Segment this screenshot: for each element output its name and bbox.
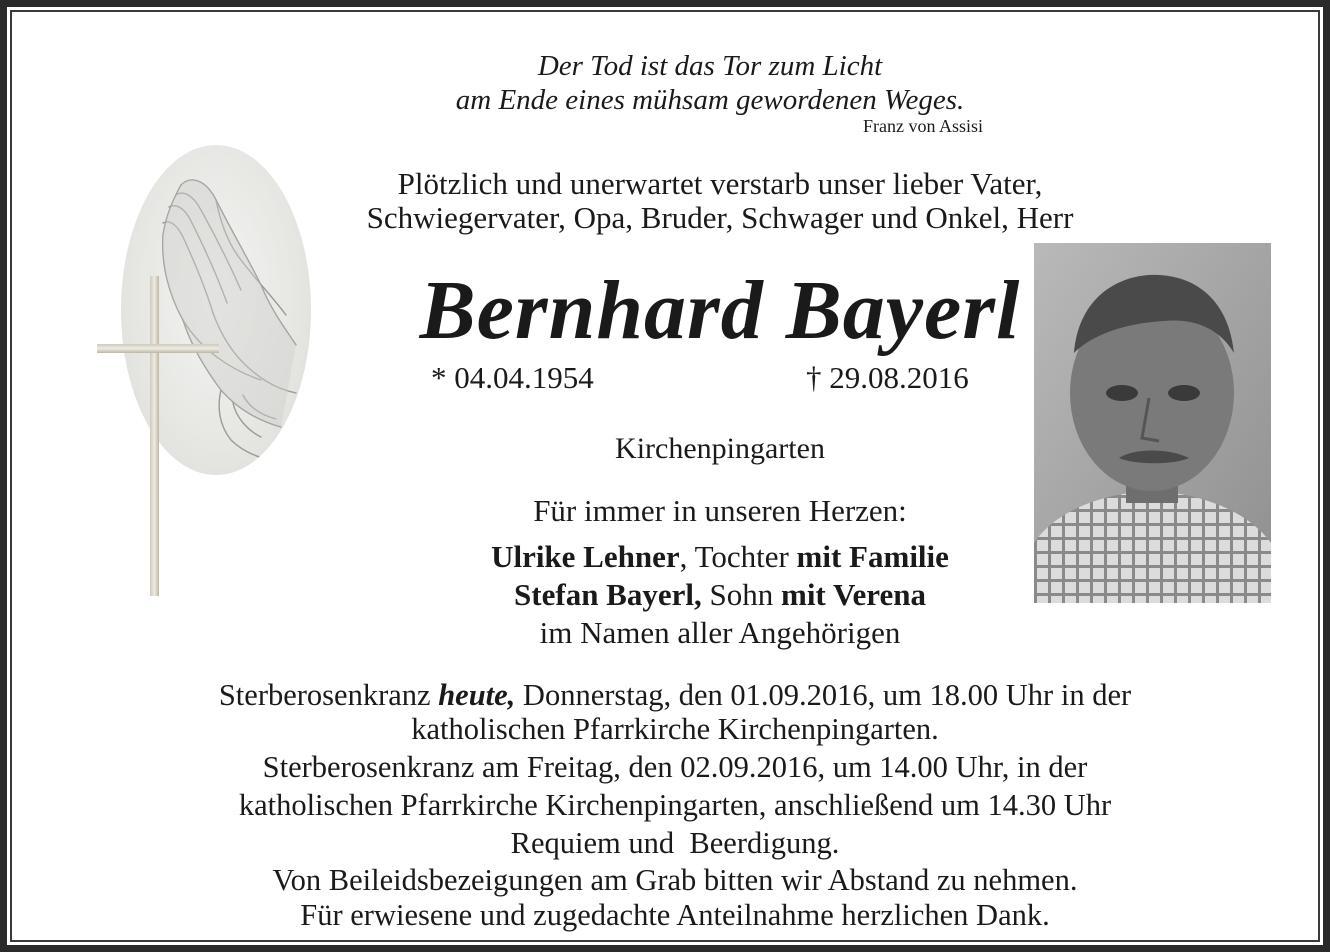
mourner-line-2 [400,577,1040,613]
notice-line-5: Requiem und Beerdigung. [510,826,840,860]
mourner-line-3: im Namen aller Angehörigen [539,615,901,650]
notice-line-1-start: Sterberosenkranz [218,678,439,712]
notice-line-3: Sterberosenkranz am Freitag, den 02.09.2016, um 14.00 Uhr, in der [262,750,1088,784]
mourner-2-name: Stefan Bayerl, [514,577,702,612]
place-name: Kirchenpingarten [615,432,825,465]
mourner-line-1 [400,539,1040,575]
mourners-heading: Für immer in unseren Herzen: [533,493,907,528]
notice-line-4: katholischen Pfarrkirche Kirchenpingarten, anschließend um 14.30 Uhr [238,788,1112,822]
intro-line-1: Plötzlich und unerwartet verstarb unser lieber Vater, [397,166,1043,201]
mourner-1-name: Ulrike Lehner [491,539,680,574]
notice-line-6: Von Beileidsbezeigungen am Grab bitten wir Abstand zu nehmen. [272,863,1078,897]
mourner-1-suffix: mit Familie [796,539,949,574]
cross-vertical-beam [150,276,159,596]
cross-horizontal-beam [97,344,219,353]
quote-line-2: am Ende eines mühsam gewordenen Weges. [455,84,965,116]
portrait-icon [1034,243,1271,603]
quote-author: Franz von Assisi [862,116,983,136]
mourner-1-role: , Tochter [679,539,797,574]
portrait-photo [1034,243,1271,603]
intro-line-2: Schwiegervater, Opa, Bruder, Schwager und Onkel, Herr [366,200,1074,235]
quote-line-1: Der Tod ist das Tor zum Licht [537,50,883,82]
notice-line-7: Für erwiesene und zugedachte Anteilnahme herzlichen Dank. [300,898,1050,932]
notice-line-2: katholischen Pfarrkirche Kirchenpingarten. [411,712,939,746]
death-date: † 29.08.2016 [806,360,969,395]
mourner-2-role: Sohn [701,577,781,612]
notice-line-1 [100,678,1250,713]
deceased-name: Bernhard Bayerl [419,264,1021,357]
mourner-2-suffix: mit Verena [781,577,926,612]
birth-date: * 04.04.1954 [431,360,594,395]
notice-line-1-end: Donnerstag, den 01.09.2016, um 18.00 Uhr in der [515,678,1132,712]
notice-line-1-emphasis: heute, [438,678,516,712]
